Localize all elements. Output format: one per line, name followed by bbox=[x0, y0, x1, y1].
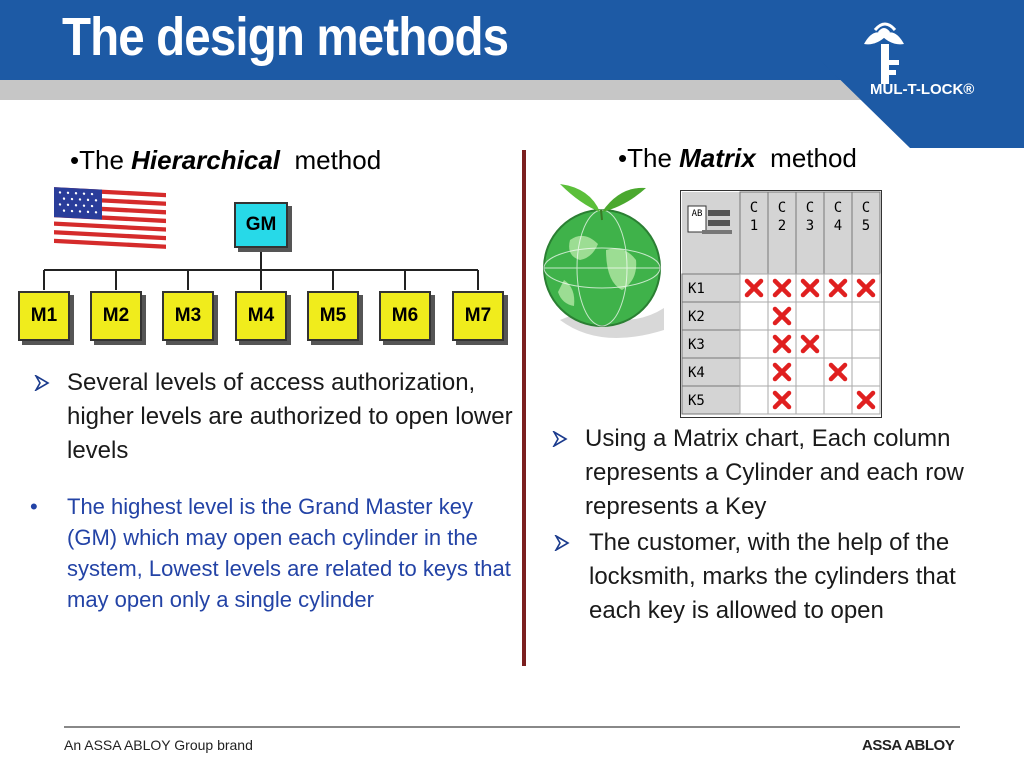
column-header-label: 4 bbox=[833, 218, 843, 234]
row-header-label: K5 bbox=[688, 393, 705, 409]
row-header-label: K4 bbox=[688, 365, 705, 381]
matrix-cell bbox=[740, 302, 768, 330]
matrix-cell bbox=[852, 330, 880, 358]
list-item bbox=[552, 422, 1012, 524]
list-item bbox=[552, 526, 1012, 628]
column-header-label: C bbox=[833, 200, 843, 216]
slide-title: The design methods bbox=[62, 7, 509, 67]
hierarchical-points bbox=[34, 366, 520, 468]
column-header-label: C bbox=[861, 200, 871, 216]
footer-assa-abloy-logo: ASSA ABLOY bbox=[862, 737, 955, 754]
tree-node-m1: M1 bbox=[18, 291, 70, 341]
column-header-label: 5 bbox=[861, 218, 871, 234]
matrix-cell bbox=[824, 302, 852, 330]
matrix-cell bbox=[740, 386, 768, 414]
globe-leaf-icon bbox=[540, 180, 668, 340]
heading-emphasis: Hierarchical bbox=[131, 145, 281, 175]
matrix-cell bbox=[740, 330, 768, 358]
footer-group-brand: An ASSA ABLOY Group brand bbox=[64, 737, 253, 753]
list-item bbox=[34, 366, 520, 468]
tree-node-m6: M6 bbox=[379, 291, 431, 341]
arrowhead-bullet-icon bbox=[34, 375, 50, 391]
point-text: The customer, with the help of the locksmith, marks the cylinders that each key is allowed to open bbox=[589, 529, 956, 624]
arrowhead-bullet-icon bbox=[552, 431, 568, 447]
tree-node-m7: M7 bbox=[452, 291, 504, 341]
tree-node-m3: M3 bbox=[162, 291, 214, 341]
point-text: Several levels of access authorization, higher levels are authorized to open lower levels bbox=[67, 369, 513, 464]
tree-node-m4: M4 bbox=[235, 291, 287, 341]
point-text: Using a Matrix chart, Each column represents a Cylinder and each row represents a Key bbox=[585, 425, 964, 520]
arrowhead-bullet-icon bbox=[554, 535, 570, 551]
matrix-cell bbox=[740, 358, 768, 386]
matrix-cell bbox=[852, 358, 880, 386]
matrix-cell bbox=[824, 386, 852, 414]
column-header-label: 2 bbox=[777, 218, 787, 234]
matrix-cell bbox=[852, 302, 880, 330]
heading-emphasis: Matrix bbox=[679, 143, 756, 173]
heading-prefix: •The bbox=[70, 145, 124, 175]
footer-rule bbox=[64, 726, 960, 728]
tree-node-m2: M2 bbox=[90, 291, 142, 341]
column-header-label: 3 bbox=[805, 218, 815, 234]
brand-logo-text: MUL-T-LOCK® bbox=[870, 81, 975, 98]
key-cylinder-matrix bbox=[680, 190, 882, 418]
column-header-label: C bbox=[749, 200, 759, 216]
point-text: The highest level is the Grand Master key (GM) which may open each cylinder in the system, Lowest levels are related to keys that may open only a single cylinder bbox=[67, 494, 511, 612]
hierarchical-heading bbox=[70, 145, 381, 176]
us-flag-icon bbox=[52, 185, 170, 251]
column-header-label: C bbox=[777, 200, 787, 216]
hierarchical-notes bbox=[30, 491, 520, 615]
matrix-heading bbox=[618, 143, 857, 174]
tree-node-gm: GM bbox=[234, 202, 288, 248]
corner-label: AB bbox=[691, 209, 703, 219]
matrix-points bbox=[552, 422, 1012, 628]
bullet-dot-icon: • bbox=[30, 494, 38, 519]
brand-logo-panel bbox=[820, 0, 1024, 148]
column-header-label: C bbox=[805, 200, 815, 216]
column-header-label: 1 bbox=[749, 218, 759, 234]
column-divider bbox=[522, 150, 526, 666]
matrix-cell bbox=[796, 358, 824, 386]
row-header-label: K1 bbox=[688, 281, 705, 297]
matrix-cell bbox=[796, 302, 824, 330]
matrix-cell bbox=[796, 386, 824, 414]
row-header-label: K3 bbox=[688, 337, 705, 353]
row-header-label: K2 bbox=[688, 309, 705, 325]
heading-suffix: method bbox=[294, 145, 382, 175]
matrix-cell bbox=[824, 330, 852, 358]
heading-suffix: method bbox=[770, 143, 857, 173]
heading-prefix: •The bbox=[618, 143, 672, 173]
list-item bbox=[30, 491, 520, 615]
tree-node-m5: M5 bbox=[307, 291, 359, 341]
